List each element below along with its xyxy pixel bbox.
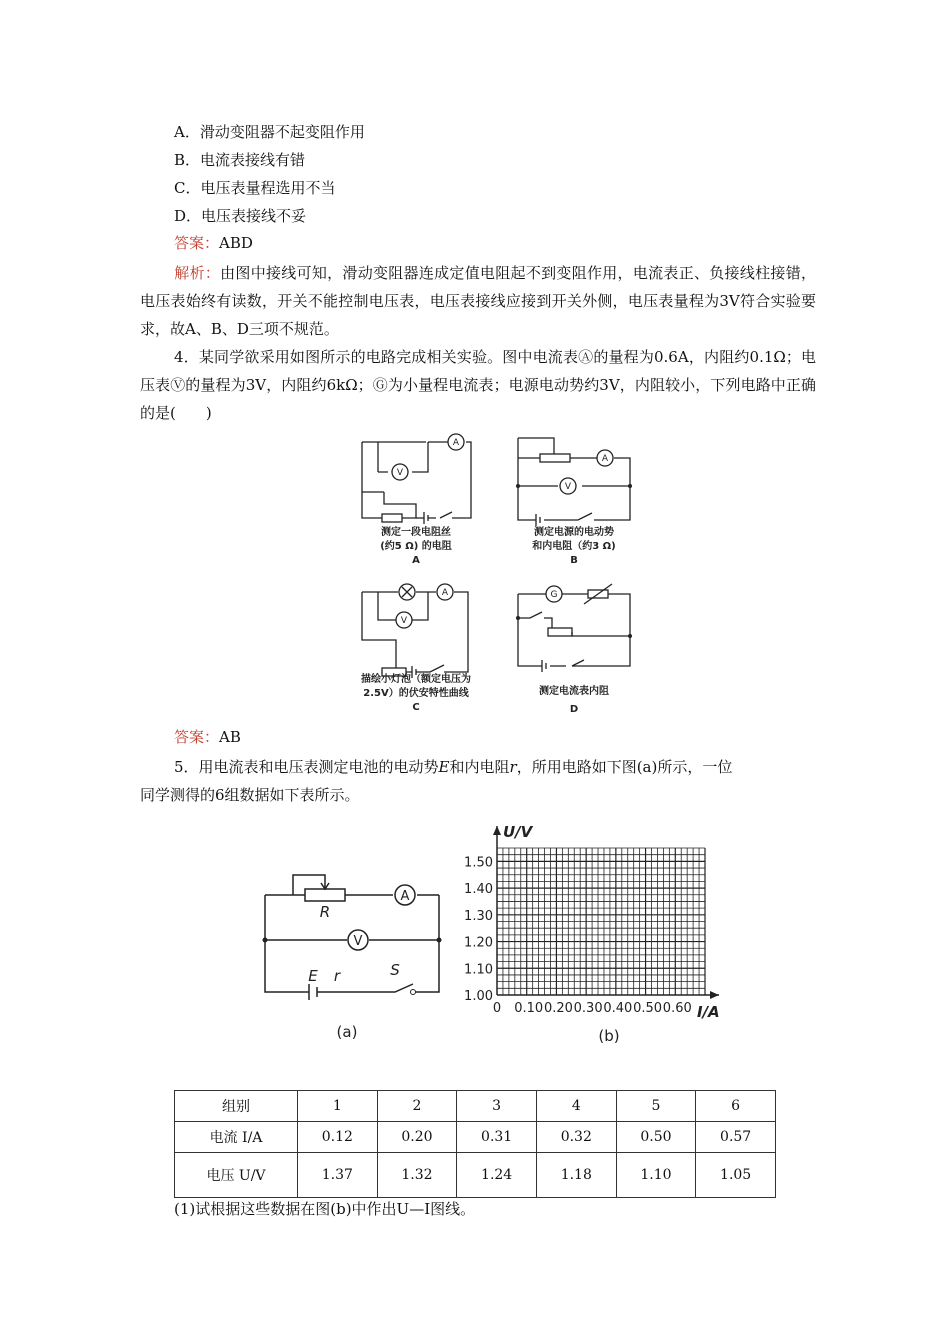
caption-d-letter: D [569, 704, 579, 715]
figa-E-label: E [308, 967, 318, 985]
table-cell: 0.50 [616, 1122, 696, 1153]
answer-value: ABD [219, 234, 253, 252]
x-tick-label: 0.50 [633, 1001, 663, 1016]
table-header-cell: 2 [377, 1091, 457, 1122]
option-a: A．滑动变阻器不起变阻作用 [174, 123, 365, 141]
caption-b-letter: B [570, 555, 578, 566]
x-tick-label: 0.60 [662, 1001, 692, 1016]
caption-b-2: 和内电阻（约3 Ω) [532, 541, 616, 552]
x-tick-label: 0.20 [543, 1001, 573, 1016]
caption-d-1: 测定电流表内阻 [539, 686, 609, 697]
answer-label: 答案： [174, 728, 220, 746]
table-header-cell: 4 [536, 1091, 616, 1122]
caption-a-2: (约5 Ω) 的电阻 [380, 541, 452, 552]
table-cell: 0.20 [377, 1122, 457, 1153]
answer-label: 答案： [174, 234, 220, 252]
table-cell: 1.05 [696, 1153, 776, 1198]
table-cell: 0.57 [696, 1122, 776, 1153]
data-table [174, 1090, 776, 1198]
y-axis-title: U/V [503, 823, 533, 841]
table-cell: 1.18 [536, 1153, 616, 1198]
x-axis-arrow-icon [710, 991, 719, 999]
q4-answer [174, 726, 241, 748]
table-cell: 1.32 [377, 1153, 457, 1198]
q3-answer [174, 232, 253, 254]
table-cell: 0.32 [536, 1122, 616, 1153]
figa-voltmeter-label: V [353, 934, 363, 949]
voltmeter-label-b: V [564, 482, 572, 492]
ammeter-label-c: A [441, 588, 449, 598]
x-tick-label: 0 [492, 1001, 502, 1016]
q4-circuit-figure [340, 432, 650, 722]
ammeter-label-b: A [601, 454, 609, 464]
y-tick-label: 1.00 [464, 989, 493, 1004]
y-tick-label: 1.50 [464, 855, 493, 871]
caption-c-2: 2.5V）的伏安特性曲线 [363, 688, 469, 699]
x-axis-title: I/A [697, 1003, 720, 1021]
option-d: D．电压表接线不妥 [174, 207, 307, 225]
table-header-row [175, 1091, 776, 1122]
q3-analysis [140, 259, 816, 343]
table-header-cell: 5 [616, 1091, 696, 1122]
voltmeter-label-a: V [396, 468, 404, 478]
figa-S-label: S [390, 961, 400, 979]
option-c: C．电压表量程选用不当 [174, 179, 336, 197]
x-tick-label: 0.40 [603, 1001, 633, 1016]
table-row-current [175, 1122, 776, 1153]
y-axis-arrow-icon [493, 826, 501, 835]
answer-value: AB [219, 728, 241, 746]
figa-r-label: r [333, 967, 341, 985]
table-header-cell: 3 [457, 1091, 537, 1122]
figa-ammeter-label: A [400, 889, 410, 904]
figure-b-grid [455, 820, 745, 1050]
x-tick-label: 0.10 [514, 1001, 544, 1016]
galvanometer-label-d: G [550, 590, 558, 600]
table-row-label: 电流 I/A [175, 1122, 298, 1153]
figure-a-circuit [255, 865, 455, 1045]
y-tick-label: 1.10 [464, 962, 493, 978]
ammeter-label-a: A [452, 438, 460, 448]
table-cell: 1.24 [457, 1153, 537, 1198]
caption-c-letter: C [412, 702, 420, 713]
caption-a-letter: A [412, 555, 420, 566]
table-cell: 1.37 [298, 1153, 378, 1198]
table-header-cell: 1 [298, 1091, 378, 1122]
q5-text: 5．用电流表和电压表测定电池的电动势E和内电阻r，所用电路如下图(a)所示，一位 同学测得的6组数据如下表所示。 [140, 758, 733, 804]
voltmeter-label-c: V [400, 616, 408, 626]
x-tick-label: 0.30 [573, 1001, 603, 1016]
figa-caption: (a) [336, 1023, 358, 1041]
q4-text: 4．某同学欲采用如图所示的电路完成相关实验。图中电流表Ⓐ的量程为0.6A，内阻约0.1Ω；电压表Ⓥ的量程为3V，内阻约6kΩ；Ⓖ为小量程电流表；电源电动势约3V，内阻较小，下列电路中正确的是( ) [140, 348, 816, 422]
table-header-cell: 6 [696, 1091, 776, 1122]
table-row-voltage [175, 1153, 776, 1198]
table-header-cell: 组别 [175, 1091, 298, 1122]
figa-R-label: R [319, 903, 331, 921]
table-row-label: 电压 U/V [175, 1153, 298, 1198]
caption-a-1: 测定一段电阻丝 [381, 527, 451, 538]
caption-b-1: 测定电源的电动势 [534, 527, 614, 538]
analysis-label: 解析： [174, 264, 221, 282]
table-cell: 0.31 [457, 1122, 537, 1153]
y-tick-label: 1.40 [464, 882, 493, 898]
y-tick-label: 1.20 [464, 935, 493, 951]
figure-b-caption: (b) [598, 1027, 620, 1045]
y-tick-label: 1.30 [464, 908, 493, 924]
table-cell: 0.12 [298, 1122, 378, 1153]
option-b: B．电流表接线有错 [174, 151, 306, 169]
q5-sub1: (1)试根据这些数据在图(b)中作出U—I图线。 [174, 1200, 476, 1218]
caption-c-1: 描绘小灯泡（额定电压为 [361, 674, 471, 685]
analysis-text: 由图中接线可知，滑动变阻器连成定值电阻起不到变阻作用，电流表正、负接线柱接错，电压表始终有读数，开关不能控制电压表，电压表接线应接到开关外侧，电压表量程为3V符合实验要求，故A、B、D三项不规范。 [140, 264, 816, 338]
table-cell: 1.10 [616, 1153, 696, 1198]
